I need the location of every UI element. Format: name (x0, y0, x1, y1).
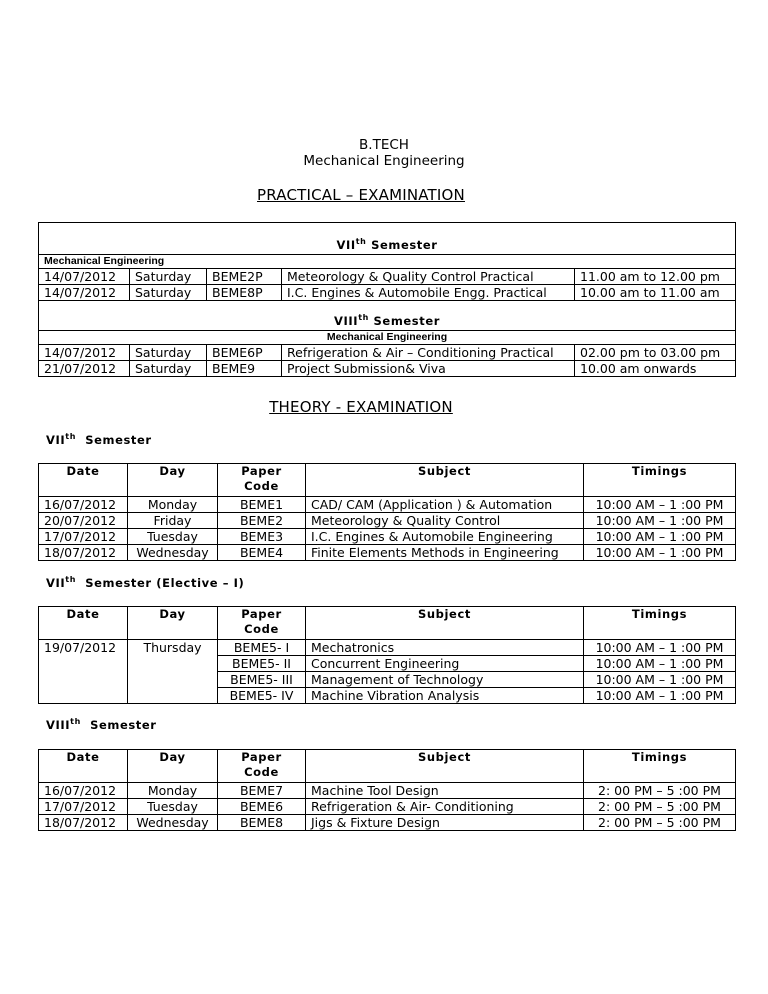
cell-code: BEME3 (218, 529, 306, 545)
cell-day: Thursday (128, 640, 218, 704)
cell-time: 2: 00 PM – 5 :00 PM (584, 799, 736, 815)
col-code-2: Code (244, 622, 279, 636)
table-header-row (39, 464, 736, 497)
practical-sem7-header (39, 223, 736, 255)
sem-sup: th (358, 313, 369, 323)
cell-date: 20/07/2012 (39, 513, 128, 529)
cell-time: 10.00 am onwards (575, 361, 736, 377)
col-code (218, 607, 306, 640)
cell-day: Saturday (130, 345, 207, 361)
col-code-1: Paper (241, 464, 282, 478)
cell-subject: Meteorology & Quality Control (306, 513, 584, 529)
sem-word: Semester (85, 433, 152, 447)
cell-subject: Jigs & Fixture Design (306, 815, 584, 831)
cell-time: 02.00 pm to 03.00 pm (575, 345, 736, 361)
cell-day: Monday (128, 783, 218, 799)
cell-time: 10:00 AM – 1 :00 PM (584, 672, 736, 688)
cell-date: 18/07/2012 (39, 815, 128, 831)
table-row (39, 529, 736, 545)
sem-sup: th (70, 717, 81, 727)
cell-subject: Refrigeration & Air – Conditioning Practical (282, 345, 575, 361)
cell-time: 10:00 AM – 1 :00 PM (584, 513, 736, 529)
cell-time: 10:00 AM – 1 :00 PM (584, 656, 736, 672)
cell-code: BEME8P (207, 285, 282, 301)
cell-date: 17/07/2012 (39, 799, 128, 815)
sem-sup: th (355, 237, 367, 247)
table-row (39, 361, 736, 377)
theory-elective-label (46, 576, 244, 590)
sem-word: Semester (371, 238, 438, 252)
sem-sup: th (65, 432, 76, 442)
table-row (39, 345, 736, 361)
cell-date: 14/07/2012 (39, 269, 130, 285)
cell-date: 21/07/2012 (39, 361, 130, 377)
cell-time: 10:00 AM – 1 :00 PM (584, 529, 736, 545)
table-row (39, 285, 736, 301)
theory-sem8-table (38, 749, 736, 831)
practical-table (38, 222, 736, 377)
cell-date: 14/07/2012 (39, 345, 130, 361)
col-date: Date (39, 607, 128, 640)
col-code-2: Code (244, 765, 279, 779)
col-code (218, 464, 306, 497)
cell-date: 16/07/2012 (39, 497, 128, 513)
cell-code: BEME4 (218, 545, 306, 561)
cell-code: BEME5- I (218, 640, 306, 656)
col-code-1: Paper (241, 607, 282, 621)
cell-time: 10:00 AM – 1 :00 PM (584, 688, 736, 704)
cell-day: Monday (128, 497, 218, 513)
cell-code: BEME5- III (218, 672, 306, 688)
col-timings: Timings (584, 750, 736, 783)
cell-subject: Machine Vibration Analysis (306, 688, 584, 704)
cell-day: Wednesday (128, 815, 218, 831)
degree-title: B.TECH (359, 137, 409, 153)
sem-word: Semester (373, 314, 441, 328)
cell-time: 2: 00 PM – 5 :00 PM (584, 783, 736, 799)
cell-code: BEME2 (218, 513, 306, 529)
cell-time: 11.00 am to 12.00 pm (575, 269, 736, 285)
cell-subject: I.C. Engines & Automobile Engineering (306, 529, 584, 545)
table-row (39, 640, 736, 656)
dept-label: Mechanical Engineering (39, 331, 736, 345)
cell-subject: Meteorology & Quality Control Practical (282, 269, 575, 285)
col-code-1: Paper (241, 750, 282, 764)
col-code (218, 750, 306, 783)
practical-sem8-dept (39, 331, 736, 345)
col-date: Date (39, 464, 128, 497)
table-header-row (39, 607, 736, 640)
practical-exam-title: PRACTICAL – EXAMINATION (257, 186, 465, 204)
cell-time: 2: 00 PM – 5 :00 PM (584, 815, 736, 831)
cell-subject: Project Submission& Viva (282, 361, 575, 377)
sem-sup: th (65, 575, 76, 585)
sem-roman: VIII (46, 718, 71, 732)
cell-time: 10:00 AM – 1 :00 PM (584, 545, 736, 561)
col-timings: Timings (584, 607, 736, 640)
theory-elective-table (38, 606, 736, 704)
cell-code: BEME5- II (218, 656, 306, 672)
cell-subject: Refrigeration & Air- Conditioning (306, 799, 584, 815)
col-day: Day (128, 750, 218, 783)
table-row (39, 799, 736, 815)
sem-roman: VIII (334, 314, 359, 328)
cell-subject: Management of Technology (306, 672, 584, 688)
cell-day: Tuesday (128, 529, 218, 545)
cell-subject: Finite Elements Methods in Engineering (306, 545, 584, 561)
cell-subject: CAD/ CAM (Application ) & Automation (306, 497, 584, 513)
practical-sem8-header (39, 301, 736, 331)
sem-roman: VII (46, 433, 66, 447)
cell-code: BEME5- IV (218, 688, 306, 704)
cell-code: BEME6P (207, 345, 282, 361)
cell-code: BEME7 (218, 783, 306, 799)
table-header-row (39, 750, 736, 783)
cell-day: Saturday (130, 269, 207, 285)
branch-title: Mechanical Engineering (303, 153, 465, 169)
sem-roman: VII (46, 576, 66, 590)
table-row (39, 815, 736, 831)
dept-label: Mechanical Engineering (39, 255, 736, 269)
cell-date: 16/07/2012 (39, 783, 128, 799)
cell-code: BEME9 (207, 361, 282, 377)
cell-date: 18/07/2012 (39, 545, 128, 561)
cell-subject: I.C. Engines & Automobile Engg. Practical (282, 285, 575, 301)
practical-sem7-dept (39, 255, 736, 269)
cell-code: BEME8 (218, 815, 306, 831)
cell-date: 19/07/2012 (39, 640, 128, 704)
cell-code: BEME1 (218, 497, 306, 513)
table-row (39, 545, 736, 561)
cell-day: Friday (128, 513, 218, 529)
cell-code: BEME2P (207, 269, 282, 285)
table-row (39, 497, 736, 513)
sem-roman: VII (336, 238, 356, 252)
sem-word: Semester (90, 718, 157, 732)
cell-time: 10:00 AM – 1 :00 PM (584, 497, 736, 513)
col-subject: Subject (306, 464, 584, 497)
col-subject: Subject (306, 607, 584, 640)
theory-sem7-label (46, 433, 152, 447)
table-row (39, 783, 736, 799)
col-day: Day (128, 607, 218, 640)
cell-time: 10.00 am to 11.00 am (575, 285, 736, 301)
col-timings: Timings (584, 464, 736, 497)
col-day: Day (128, 464, 218, 497)
col-date: Date (39, 750, 128, 783)
cell-subject: Mechatronics (306, 640, 584, 656)
cell-date: 14/07/2012 (39, 285, 130, 301)
cell-code: BEME6 (218, 799, 306, 815)
theory-exam-title: THEORY - EXAMINATION (269, 398, 453, 416)
cell-time: 10:00 AM – 1 :00 PM (584, 640, 736, 656)
cell-day: Wednesday (128, 545, 218, 561)
col-subject: Subject (306, 750, 584, 783)
cell-day: Saturday (130, 285, 207, 301)
table-row (39, 269, 736, 285)
cell-subject: Machine Tool Design (306, 783, 584, 799)
col-code-2: Code (244, 479, 279, 493)
cell-date: 17/07/2012 (39, 529, 128, 545)
sem-word: Semester (Elective – I) (85, 576, 245, 590)
table-row (39, 513, 736, 529)
theory-sem8-label (46, 718, 157, 732)
cell-day: Saturday (130, 361, 207, 377)
cell-subject: Concurrent Engineering (306, 656, 584, 672)
cell-day: Tuesday (128, 799, 218, 815)
theory-sem7-table (38, 463, 736, 561)
